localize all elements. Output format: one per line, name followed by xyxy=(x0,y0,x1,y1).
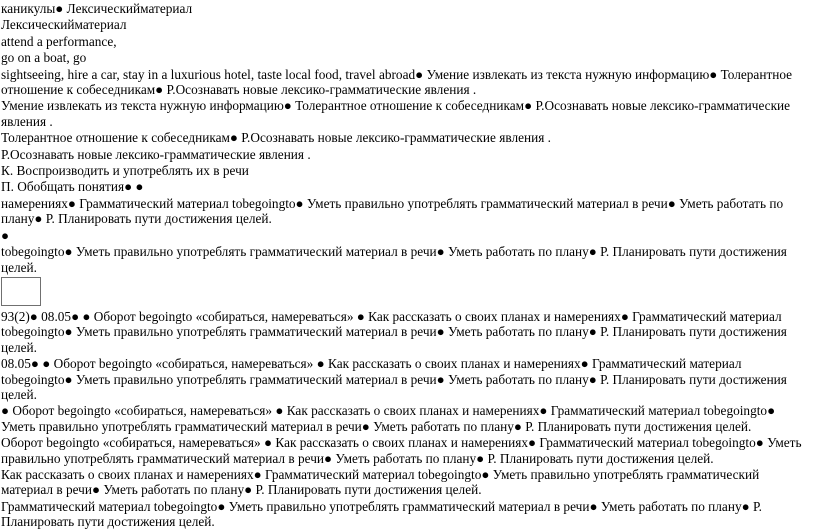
text-paragraph-sightseeing: sightseeing, hire a car, stay in a luxurious hotel, taste local food, travel abroad● Умение извлекать из текста нужную информацию● Толерантное отношение к собеседникам● Р.Осознавать новые лексико-грамматические явления . xyxy=(1,66,793,98)
text-paragraph-plans: Как рассказать о своих планах и намерениях● Грамматический материал tobegoingto● Уметь правильно употреблять грамматический материал в речи● Уметь работать по плану● Р. Планировать пути достижения целей. xyxy=(1,466,760,498)
text-line-grammar-phenomena: Р.Осознавать новые лексико-грамматические явления . xyxy=(1,146,311,162)
text-line-vacation: каникулы● Лексическийматериал xyxy=(1,1,193,16)
empty-table-cell xyxy=(1,277,41,306)
text-paragraph-lesson-93: 93(2)● 08.05● ● Оборот begoingto «собираться, намереваться» ● Как рассказать о своих планах и намерениях● Грамматический материал tobegoingto● Уметь правильно употреблять грамматический материал в речи● Уметь работать по плану● Р. Планировать пути достижения целей. xyxy=(1,308,787,355)
text-line-generalize: П. Обобщать понятия● ● xyxy=(1,179,144,195)
text-paragraph-begoingto-bullet: ● Оборот begoingto «собираться, намереваться» ● Как рассказать о своих планах и намерениях● Грамматический материал tobegoingto● Уметь правильно употреблять грамматический материал в речи● Уметь работать по плану● Р. Планировать пути достижения целей. xyxy=(1,403,776,434)
text-paragraph-tolerance: Толерантное отношение к собеседникам● Р.Осознавать новые лексико-грамматические явления . xyxy=(1,130,551,146)
text-paragraph-begoingto: Оборот begoingto «собираться, намереваться» ● Как рассказать о своих планах и намерениях● Грамматический материал tobegoingto● Уметь правильно употреблять грамматический материал в речи● Уметь работать по плану● Р. Планировать пути достижения целей. xyxy=(1,435,802,466)
text-line-attend-performance: attend a performance, xyxy=(1,33,117,49)
text-paragraph-date-0805: 08.05● ● Оборот begoingto «собираться, намереваться» ● Как рассказать о своих планах и намерениях● Грамматический материал tobegoingto● Уметь правильно употреблять грамматический материал в речи● Уметь работать по плану● Р. Планировать пути достижения целей. xyxy=(1,356,787,402)
text-paragraph-intentions: намерениях● Грамматический материал tobegoingto● Уметь правильно употреблять грамматический материал в речи● Уметь работать по плану● Р. Планировать пути достижения целей. xyxy=(1,195,784,227)
text-paragraph-extract-info: Умение извлекать из текста нужную информацию● Толерантное отношение к собеседникам● Р.Осознавать новые лексико-грамматические явления . xyxy=(1,98,791,129)
text-paragraph-grammar-material: Грамматический материал tobegoingto● Уметь правильно употреблять грамматический материал в речи● Уметь работать по плану● Р. Планировать пути достижения целей. xyxy=(1,498,763,530)
text-line-go-on-boat: go on a boat, go xyxy=(1,50,87,66)
text-line-reproduce: К. Воспроизводить и употреблять их в речи xyxy=(1,163,249,179)
bullet-line: ● xyxy=(1,227,10,243)
text-paragraph-tobegoingto: tobegoingto● Уметь правильно употреблять грамматический материал в речи● Уметь работать по плану● Р. Планировать пути достижения целей. xyxy=(1,244,787,275)
text-line-lexical-material: Лексическийматериал xyxy=(1,17,127,33)
